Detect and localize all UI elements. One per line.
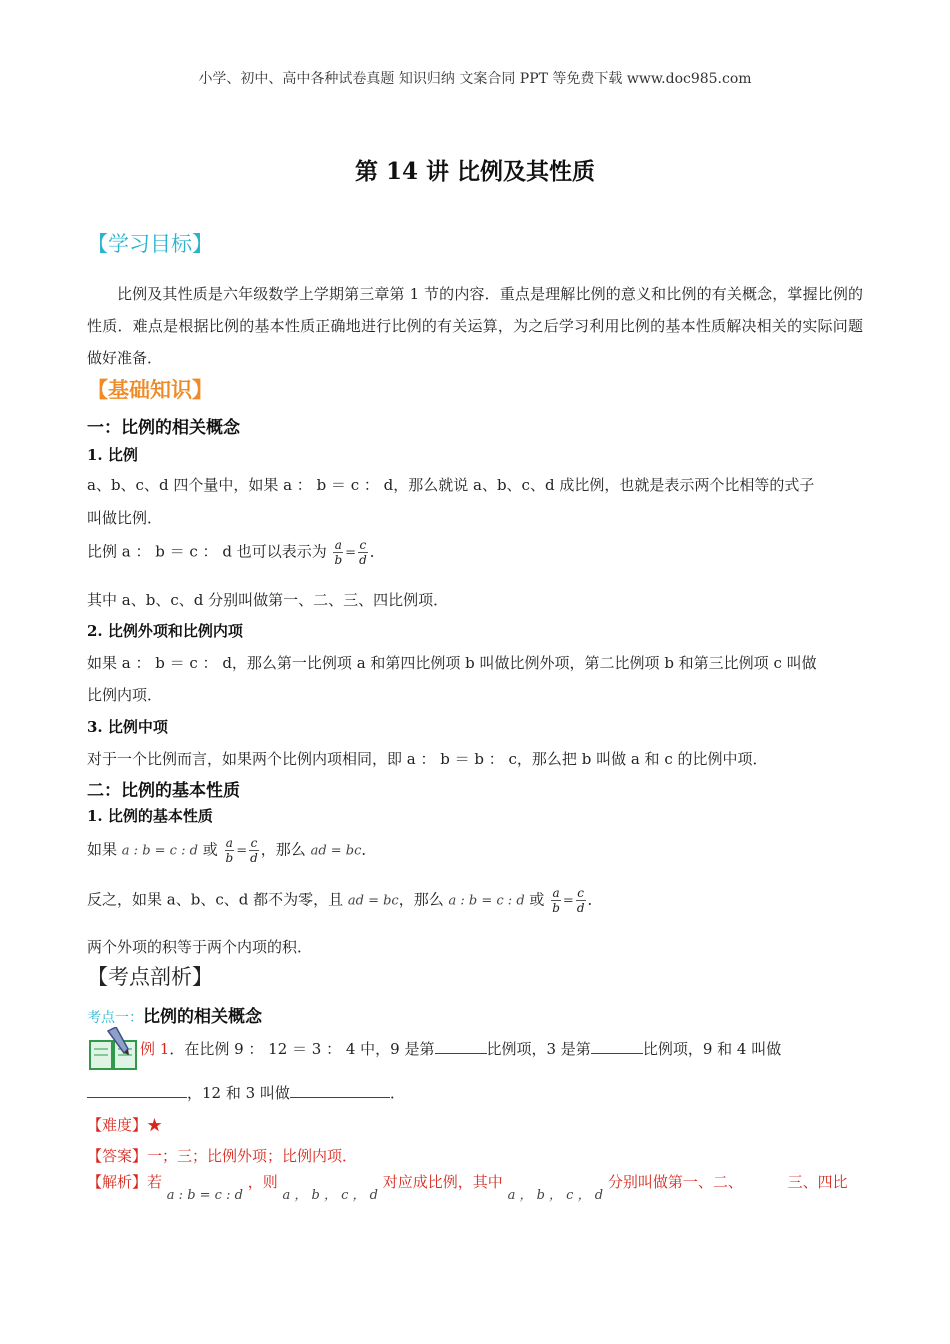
answer-blank-3[interactable] [87,1083,187,1098]
text: 或 [529,890,545,909]
text: 三、四比 [787,1173,848,1191]
book-pencil-icon [88,1027,138,1071]
text: ，12 和 3 叫做 [187,1084,290,1102]
equals-sign: = [562,893,574,909]
jiexi-label: 【解析】若 [87,1173,163,1191]
part1-s3-title: 3. 比例中项 [87,718,168,736]
text: 反之，如果 a、b、c、d 都不为零，且 [87,890,344,909]
text: ，则 [247,1173,278,1191]
part2-line2 [87,886,603,915]
text: ． [389,1084,405,1102]
part1-s1-line1b: 叫做比例． [87,509,163,527]
section-objectives: 【学习目标】 [87,232,213,256]
page-title: 第 14 讲 比例及其性质 [354,158,596,185]
text: 分别叫做第一、二、 [607,1173,743,1191]
math-product: ad = bc [310,843,362,859]
part2-s1-title: 1. 比例的基本性质 [87,807,213,825]
fraction-a-over-b [333,538,343,567]
denominator: d [359,553,367,567]
fraction-c-over-d [576,886,586,915]
part1-heading: 一：比例的相关概念 [87,418,240,438]
part1-s2-line2: 比例内项． [87,686,163,704]
section-basics: 【基础知识】 [87,377,213,402]
math-vars: a ， b ， c ， d [282,1188,378,1203]
kaodian-title: 比例的相关概念 [143,1007,262,1027]
equals-sign: = [345,545,357,561]
objectives-paragraph: 比例及其性质是六年级数学上学期第三章第 1 节的内容．重点是理解比例的意义和比例的有关概念，掌握比例的性质．难点是根据比例的基本性质正确地进行比例的有关运算，为之后学习利用比例的基本性质解决相关的实际问题做好准备． [87,285,863,367]
math-ratio: a : b = c : d [166,1188,243,1203]
denominator: d [576,901,585,915]
example-line1 [140,1038,781,1059]
text: ．在比例 9 ： 12 ＝ 3 ： 4 中，9 是第 [169,1040,435,1058]
answer-blank-2[interactable] [591,1039,643,1054]
part1-s2-line1: 如果 a ： b ＝ c ： d，那么第一比例项 a 和第四比例项 b 叫做比例外项，第二比例项 b 和第三比例项 c 叫做 [87,654,817,672]
numerator: a [225,836,233,850]
answer-blank-4[interactable] [290,1083,390,1098]
equals-sign: = [236,843,248,859]
part1-s3-line1: 对于一个比例而言，如果两个比例内项相同，即 a ： b ＝ b ： c，那么把 b 叫做 a 和 c 的比例中项． [87,750,768,768]
part2-heading: 二：比例的基本性质 [87,781,240,801]
text: ，那么 [398,890,444,909]
text: 如果 [87,840,118,859]
math-ratio: a : b = c : d [448,893,525,909]
text: 对应成比例，其中 [382,1173,503,1191]
header-note: 小学、初中、高中各种试卷真题 知识归纳 文案合同 PPT 等免费下载 www.doc985.com [198,71,752,87]
example-answer: 【答案】一；三；比例外项；比例内项． [87,1147,358,1165]
part2-line1 [87,836,376,865]
text: ． [361,840,377,859]
example-difficulty: 【难度】★ [87,1116,163,1134]
fraction-a-over-b [551,886,561,915]
example-label: 例 1 [140,1040,170,1058]
text: 比例项，9 和 4 叫做 [642,1040,782,1058]
section-analysis: 【考点剖析】 [87,965,213,989]
math-product: ad = bc [347,893,399,909]
kaodian-heading [87,1002,262,1027]
fraction-a-over-b [225,836,235,865]
text: 比例项，3 是第 [486,1040,591,1058]
numerator: a [334,538,342,552]
kaodian-label: 考点一： [87,1010,143,1026]
example-jiexi [87,1171,863,1203]
fraction-c-over-d [358,538,368,567]
fraction-c-over-d [249,836,259,865]
math-ratio: a : b = c : d [121,843,198,859]
answer-blank-1[interactable] [435,1039,487,1054]
numerator: c [359,538,367,552]
part1-s1-line2: 比例 a ： b ＝ c ： d 也可以表示为 $\frac{a}{b}$ = $\frac{c}{d}$ ． [87,538,385,567]
text: 或 [202,840,218,859]
denominator: b [334,553,343,567]
math-vars: a ， b ， c ， d [507,1188,604,1203]
denominator: b [225,851,234,865]
text: ． [587,890,603,909]
numerator: c [250,836,258,850]
example-line2 [87,1082,405,1103]
part1-s1-line2-prefix: 比例 a ： b ＝ c ： d 也可以表示为 [87,542,327,561]
numerator: c [577,886,585,900]
part2-line3: 两个外项的积等于两个内项的积． [87,938,313,956]
text: ，那么 [260,840,306,859]
numerator: a [552,886,560,900]
part1-s1-line3: 其中 a、b、c、d 分别叫做第一、二、三、四比例项． [87,591,449,609]
denominator: b [552,901,560,915]
part1-s1-line1a: a、b、c、d 四个量中，如果 a ： b ＝ c ： d，那么就说 a、b、c、d 成比例，也就是表示两个比相等的式子 [87,476,815,494]
part1-s2-title: 2. 比例外项和比例内项 [87,622,243,640]
denominator: d [250,851,258,865]
part1-s1-title: 1. 比例 [87,446,138,464]
